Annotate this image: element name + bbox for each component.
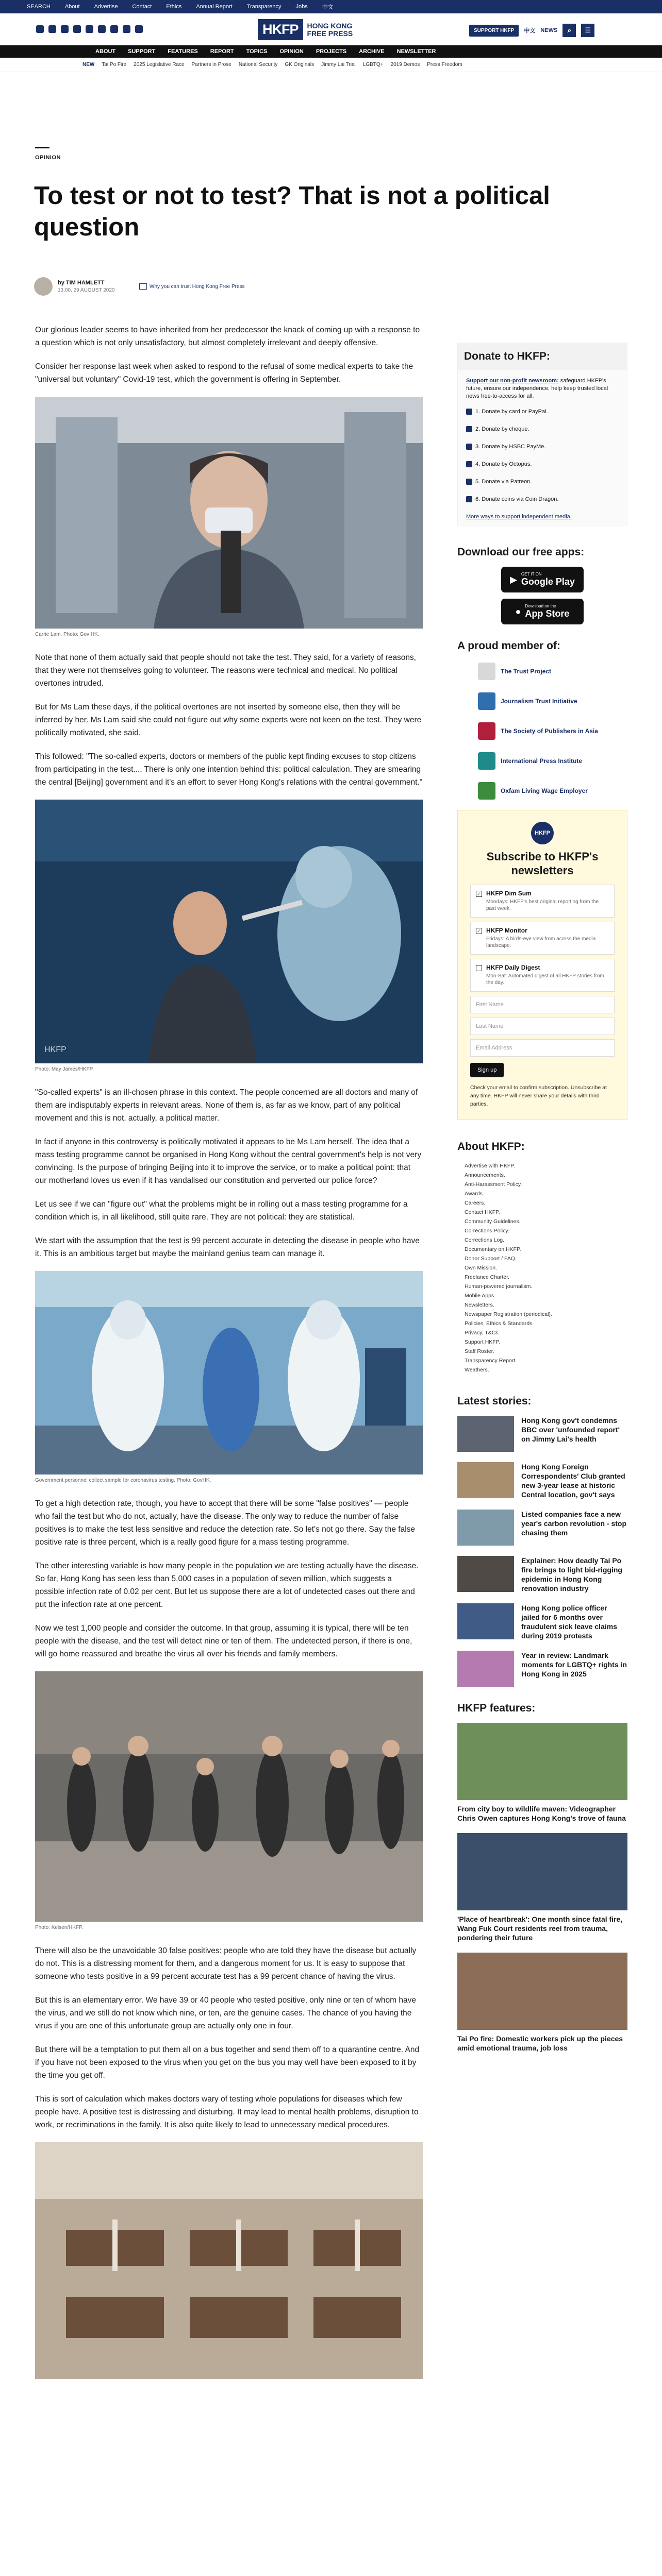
latest-story[interactable]: Explainer: How deadly Tai Po fire brings to light bid-rigging epidemic in Hong Kong renovation industry xyxy=(457,1556,627,1593)
story-thumbnail xyxy=(457,1651,514,1687)
topbar-advertise[interactable]: Advertise xyxy=(94,4,118,10)
about-link[interactable]: Anti-Harassment Policy. xyxy=(465,1181,522,1188)
paragraph: "So-called experts" is an ill-chosen phrase in this context. The people concerned are all doctors and many of them are indisputably experts in relevant areas. None of them is, as far as we know, part of any political movement and this is not, actually, a political matter. xyxy=(35,1088,418,1123)
ipi-logo[interactable]: International Press Institute xyxy=(478,750,607,772)
donate-more-link[interactable]: More ways to support independent media. xyxy=(466,514,572,520)
trending-item[interactable]: Press Freedom xyxy=(427,62,462,67)
feature-story[interactable]: 'Place of heartbreak': One month since fatal fire, Wang Fuk Court residents reel from trauma, pondering their future xyxy=(457,1833,627,1942)
octopus-icon xyxy=(466,461,472,467)
paragraph: But for Ms Lam these days, if the political overtones are not inserted by someone else, then they will be inferred by her. Ms Lam said she could not figure out why some experts were not keen on the test. They were politically motivated, she said. xyxy=(35,703,422,737)
proud-title: A proud member of: xyxy=(457,640,560,652)
about-link[interactable]: Support HKFP. xyxy=(465,1339,501,1345)
youtube-icon[interactable] xyxy=(73,25,81,33)
apple-icon: ● xyxy=(515,606,521,617)
topbar-about[interactable]: About xyxy=(64,4,80,10)
sopa-logo[interactable]: The Society of Publishers in Asia xyxy=(478,720,607,742)
play-icon: ▶ xyxy=(510,574,517,585)
paragraph: In fact if anyone in this controversy is politically motivated it appears to be Ms Lam herself. The idea that a mass testing programme cannot be organised in Hong Kong without the central government's help is not very convincing. Is the purpose of bringing Beijing into it to improve the service, or to make a political point: that our motherland loves us even if it has vandalised our constitution and perverted our police force? xyxy=(35,1138,422,1185)
jti-icon xyxy=(478,692,495,710)
trust-label: Why you can trust Hong Kong Free Press xyxy=(150,283,245,290)
latest-story[interactable]: Hong Kong Foreign Correspondents' Club granted new 3-year lease at historic Central location, gov't says xyxy=(457,1462,627,1499)
article-photo-carrie-lam xyxy=(35,397,423,629)
site-header xyxy=(0,13,662,45)
logo-mark: HKFP xyxy=(258,19,303,40)
donate-card-button[interactable]: 1. Donate by card or PayPal. xyxy=(466,409,619,415)
story-thumbnail xyxy=(457,1556,514,1592)
trending-item[interactable]: Jimmy Lai Trial xyxy=(321,62,356,67)
oxfam-logo[interactable]: Oxfam Living Wage Employer xyxy=(478,780,607,802)
donate-title: Donate to HKFP: xyxy=(458,343,627,370)
paragraph: This followed: "The so-called experts, doctors or members of the public kept finding excuses to stop citizens from participating in the test.... There is only one intention behind this: political calculation. They are smearing the central [Beijing] government and it's an effort to sever Hong Kong's relations with the central government." xyxy=(35,752,423,787)
coin-icon xyxy=(466,496,472,502)
telegram-icon[interactable] xyxy=(98,25,106,33)
topbar-transparency[interactable]: Transparency xyxy=(246,4,282,10)
trending-item[interactable]: Partners in Prose xyxy=(191,62,231,67)
checkbox-checked-icon[interactable]: ✓ xyxy=(476,891,482,897)
trending-item[interactable]: GK Originals xyxy=(285,62,315,67)
newsletter-option-daily-digest[interactable]: HKFP Daily Digest Mon-Sat: Automated digest of all HKFP stories from the day. xyxy=(470,959,615,992)
category-rule xyxy=(35,147,49,148)
paragraph: Our glorious leader seems to have inherited from her predecessor the knack of coming up with a response to a question which is not only unsatisfactory, but almost completely irrelevant and deeply offensive. xyxy=(35,326,420,347)
checkbox-icon[interactable] xyxy=(476,965,482,971)
donate-octopus-button[interactable]: 4. Donate by Octopus. xyxy=(466,461,619,467)
about-link[interactable]: Privacy, T&Cs. xyxy=(465,1330,500,1336)
about-link[interactable]: Corrections Log. xyxy=(465,1237,505,1243)
nav-topics[interactable]: TOPICS xyxy=(246,48,268,55)
oxfam-icon xyxy=(478,782,495,800)
site-logo[interactable] xyxy=(258,19,353,40)
feature-story[interactable]: Tai Po fire: Domestic workers pick up the pieces amid emotional trauma, job loss xyxy=(457,1953,627,2053)
rss-icon[interactable] xyxy=(110,25,118,33)
article-photo-restaurant xyxy=(35,2142,423,2379)
article-photo-testing xyxy=(35,800,423,1063)
paragraph: But there will be a temptation to put them all on a bus together and send them off to a quarantine centre. And if you have not been exposed to the virus when you get on the bus you may well have been exposed to it by the time you get off. xyxy=(35,2045,420,2080)
paragraph: This is sort of calculation which makes doctors wary of testing whole populations for diseases which few people have. A positive test is distressing and disturbing. It may lead to mental health problems, disruption to work, or recriminations in the family. It is also quite likely to lead to unnecessary medical procedures. xyxy=(35,2095,419,2129)
about-link[interactable]: Advertise with HKFP. xyxy=(465,1163,515,1169)
trending-item[interactable]: Tai Po Fire xyxy=(102,62,127,67)
menu-icon[interactable]: ☰ xyxy=(581,24,594,37)
about-link[interactable]: Awards. xyxy=(465,1191,484,1197)
newsletter-option-dim-sum[interactable]: ✓ HKFP Dim Sum Mondays: HKFP's best original reporting from the past week. xyxy=(470,885,615,918)
nav-support[interactable]: SUPPORT xyxy=(128,48,156,55)
feature-image xyxy=(457,1723,627,1800)
jti-logo[interactable]: Journalism Trust Initiative xyxy=(478,690,607,712)
patreon-icon xyxy=(466,479,472,485)
last-name-input[interactable]: Last Name xyxy=(470,1018,615,1035)
facebook-icon[interactable] xyxy=(36,25,44,33)
byline xyxy=(34,277,114,296)
about-link[interactable]: Mobile Apps. xyxy=(465,1293,496,1299)
donate-lead: Support our non-profit newsroom: safeguard HKFP's future, ensure our independence, help keep trusted local news free-to-access for all. xyxy=(466,378,608,399)
app-store-button[interactable]: ● Download on the App Store xyxy=(501,599,584,624)
donate-coins-button[interactable]: 6. Donate coins via Coin Dragon. xyxy=(466,496,619,502)
image-caption: Photo: May James/HKFP. xyxy=(35,1066,94,1072)
nav-archive[interactable]: ARCHIVE xyxy=(359,48,385,55)
about-link[interactable]: Community Guidelines. xyxy=(465,1218,521,1225)
donate-box xyxy=(457,343,627,526)
trust-link[interactable] xyxy=(139,283,245,290)
story-thumbnail xyxy=(457,1603,514,1639)
lang-switch[interactable]: 中文 xyxy=(524,28,536,34)
twitter-icon[interactable] xyxy=(48,25,56,33)
latest-story[interactable]: Hong Kong police officer jailed for 6 months over fraudulent sick leave claims during 2019 protests xyxy=(457,1603,627,1640)
about-link[interactable]: Own Mission. xyxy=(465,1265,498,1271)
cheque-icon xyxy=(466,426,472,432)
about-link[interactable]: Announcements. xyxy=(465,1172,505,1178)
about-link[interactable]: Corrections Policy. xyxy=(465,1228,509,1234)
apps-title: Download our free apps: xyxy=(457,546,585,558)
subscribe-logo: HKFP xyxy=(531,822,554,844)
threads-icon[interactable] xyxy=(135,25,143,33)
linkedin-icon[interactable] xyxy=(86,25,93,33)
features-title: HKFP features: xyxy=(457,1702,536,1714)
support-hkfp-button[interactable]: SUPPORT HKFP xyxy=(469,25,519,37)
paragraph: Now we test 1,000 people and consider the outcome. In that group, assuming it is typical, there will be ten people with the disease, and the test will detect nine or ten of them. The undetected person, if there is one, will go home reassured and breathe the virus all over his friends and family members. xyxy=(35,1624,412,1658)
author-prefix: by xyxy=(58,280,64,286)
trending-item[interactable]: 2025 Legislative Race xyxy=(134,62,185,67)
subscribe-title: Subscribe to HKFP's newsletters xyxy=(486,850,599,877)
publish-date: 13:00, 29 AUGUST 2020 xyxy=(58,287,115,293)
paragraph: To get a high detection rate, though, you have to accept that there will be some "false positives" — people who fail the test but who do not, actually, have the disease. The only way to reduce the number of false positives is to make the test less sensitive and reduce the detection rate. So let's not go there. Say the false positive rate is three percent, which is a really good figure for a mass testing programme. xyxy=(35,1499,416,1547)
image-caption: Carrie Lam. Photo: Gov HK. xyxy=(35,632,100,637)
author-block xyxy=(58,280,114,293)
feature-story[interactable]: From city boy to wildlife maven: Videographer Chris Owen captures Hong Kong's trove of fauna xyxy=(457,1723,627,1823)
member-logos xyxy=(457,660,627,802)
article-category[interactable]: OPINION xyxy=(35,155,61,161)
about-link[interactable]: Staff Roster. xyxy=(465,1348,494,1354)
donate-patreon-button[interactable]: 5. Donate via Patreon. xyxy=(466,479,619,485)
trending-item[interactable]: 2019 Demos xyxy=(390,62,420,67)
donate-payme-button[interactable]: 3. Donate by HSBC PayMe. xyxy=(466,444,619,450)
social-links xyxy=(36,25,143,33)
subscribe-note: Check your email to confirm subscription. Unsubscribe at any time. HKFP will never share your details with third parties. xyxy=(470,1084,607,1107)
story-thumbnail xyxy=(457,1416,514,1452)
card-icon xyxy=(466,409,472,415)
paragraph: Note that none of them actually said that people should not take the test. They said, for a variety of reasons, that they were not themselves going to volunteer. The reasons were technical and medical. No political overtones intruded. xyxy=(35,653,416,688)
about-link[interactable]: Weathers. xyxy=(465,1367,489,1373)
nav-about[interactable]: ABOUT xyxy=(95,48,116,55)
about-link[interactable]: Documentary on HKFP. xyxy=(465,1246,521,1252)
google-play-button[interactable]: ▶ GET IT ON Google Play xyxy=(501,567,584,592)
paragraph: Consider her response last week when asked to respond to the refusal of some medical experts to take the "universal but voluntary" Covid-19 test, which the government is offering in September. xyxy=(35,362,413,384)
sopa-icon xyxy=(478,722,495,740)
about-link[interactable]: Careers. xyxy=(465,1200,486,1206)
article-photo-street-crowd xyxy=(35,1671,423,1922)
author-name[interactable]: TIM HAMLETT xyxy=(65,280,105,286)
about-link[interactable]: Policies, Ethics & Standards. xyxy=(465,1320,534,1327)
article-title: To test or not to test? That is not a political question xyxy=(34,182,550,241)
logo-text: HONG KONG FREE PRESS xyxy=(307,21,353,38)
latest-story[interactable]: Year in review: Landmark moments for LGBTQ+ rights in Hong Kong in 2025 xyxy=(457,1651,627,1687)
email-input[interactable]: Email Address xyxy=(470,1039,615,1057)
instagram-icon[interactable] xyxy=(61,25,69,33)
payme-icon xyxy=(466,444,472,450)
trending-item[interactable]: LGBTQ+ xyxy=(362,62,384,67)
topbar-annual-report[interactable]: Annual Report xyxy=(196,4,233,10)
nav-newsletter[interactable]: NEWSLETTER xyxy=(396,48,436,55)
latest-title: Latest stories: xyxy=(457,1395,532,1407)
newsletter-signup xyxy=(457,810,627,1120)
donate-cheque-button[interactable]: 2. Donate by cheque. xyxy=(466,426,619,432)
nav-projects[interactable]: PROJECTS xyxy=(316,48,347,55)
news-link[interactable]: NEWS xyxy=(540,27,558,33)
first-name-input[interactable]: First Name xyxy=(470,996,615,1013)
header-actions xyxy=(469,24,594,37)
topbar-jobs[interactable]: Jobs xyxy=(295,4,308,10)
about-links xyxy=(465,1161,627,1375)
about-link[interactable]: Newsletters. xyxy=(465,1302,494,1308)
paragraph: The other interesting variable is how many people in the population we are testing actually have the disease. So far, Hong Kong has seen less than 5,000 cases in a population of seven million, which suggests a possible infection rate of 0.02 per cent. But let us suppose there are a lot of undetected cases out there and put the infection rate at one percent. xyxy=(35,1562,419,1609)
mastodon-icon[interactable] xyxy=(123,25,130,33)
svg-text:HKFP: HKFP xyxy=(44,1045,67,1054)
about-title: About HKFP: xyxy=(457,1141,525,1153)
topbar-search[interactable]: SEARCH xyxy=(27,4,51,10)
trust-project-icon xyxy=(478,663,495,680)
trust-icon xyxy=(139,283,147,290)
paragraph: But this is an elementary error. We have 39 or 40 people who tested positive, only nine or ten of whom have the virus, and we still do not know which nine, or ten, are the genuine cases. The chance of you having the virus if you are one of this unfortunate group are actually only one in four. xyxy=(35,1996,416,2030)
about-link[interactable]: Human-powered journalism. xyxy=(465,1283,533,1290)
paragraph: Let us see if we can "figure out" what the problems might be in rolling out a mass testing programme for a condition which is, in all likelihood, still quite rare. They are not political: they are statistical. xyxy=(35,1200,408,1222)
image-caption: Government personnel collect sample for coronavirus testing. Photo: GovHK. xyxy=(35,1478,211,1483)
topbar-chinese[interactable]: 中文 xyxy=(322,4,334,10)
main-nav xyxy=(0,45,662,58)
sign-up-button[interactable]: Sign up xyxy=(470,1063,504,1077)
checkbox-checked-icon[interactable]: ✓ xyxy=(476,928,482,934)
story-thumbnail xyxy=(457,1510,514,1546)
about-link[interactable]: Newspaper Registration (periodical). xyxy=(465,1311,552,1317)
trust-project-logo[interactable]: The Trust Project xyxy=(478,660,607,682)
story-thumbnail xyxy=(457,1462,514,1498)
about-link[interactable]: Donor Support / FAQ. xyxy=(465,1256,517,1262)
sidebar xyxy=(457,343,627,2063)
image-caption: Photo: Kelsen/HKFP. xyxy=(35,1925,84,1930)
nav-opinion[interactable]: OPINION xyxy=(279,48,304,55)
nav-features[interactable]: FEATURES xyxy=(168,48,198,55)
newsletter-option-monitor[interactable]: ✓ HKFP Monitor Fridays: A birds-eye view from across the media landscape. xyxy=(470,922,615,955)
paragraph: We start with the assumption that the test is 99 percent accurate in detecting the disease in people who have it. This is an ambitious target but maybe the mainland genius team can manage it. xyxy=(35,1236,420,1258)
trending-bar xyxy=(0,58,662,72)
trending-label: NEW xyxy=(82,62,95,67)
article-body xyxy=(35,324,423,2379)
latest-story[interactable]: Listed companies face a new year's carbon revolution - stop chasing them xyxy=(457,1510,627,1546)
feature-image xyxy=(457,1833,627,1910)
about-link[interactable]: Freelance Charter. xyxy=(465,1274,509,1280)
donate-lead-link[interactable]: Support our non-profit newsroom: xyxy=(466,378,559,384)
nav-report[interactable]: REPORT xyxy=(210,48,234,55)
about-link[interactable]: Transparency Report. xyxy=(465,1358,517,1364)
top-bar xyxy=(0,0,662,13)
trending-item[interactable]: National Security xyxy=(238,62,278,67)
latest-story[interactable]: Hong Kong gov't condemns BBC over 'unfounded report' on Jimmy Lai's health xyxy=(457,1416,627,1452)
search-icon[interactable]: ⌕ xyxy=(562,24,576,37)
ipi-icon xyxy=(478,752,495,770)
paragraph: There will also be the unavoidable 30 false positives: people who are told they have the disease but actually do not. This is a distressing moment for them, and a dangerous moment for us. It is easy to suppose that someone who tests positive in a 99 percent accurate test has a 99 percent chance of having the virus. xyxy=(35,1946,417,1981)
topbar-contact[interactable]: Contact xyxy=(132,4,152,10)
topbar-ethics[interactable]: Ethics xyxy=(166,4,182,10)
author-avatar xyxy=(34,277,53,296)
article-photo-sample-collection xyxy=(35,1271,423,1475)
about-link[interactable]: Contact HKFP. xyxy=(465,1209,500,1215)
feature-image xyxy=(457,1953,627,2030)
